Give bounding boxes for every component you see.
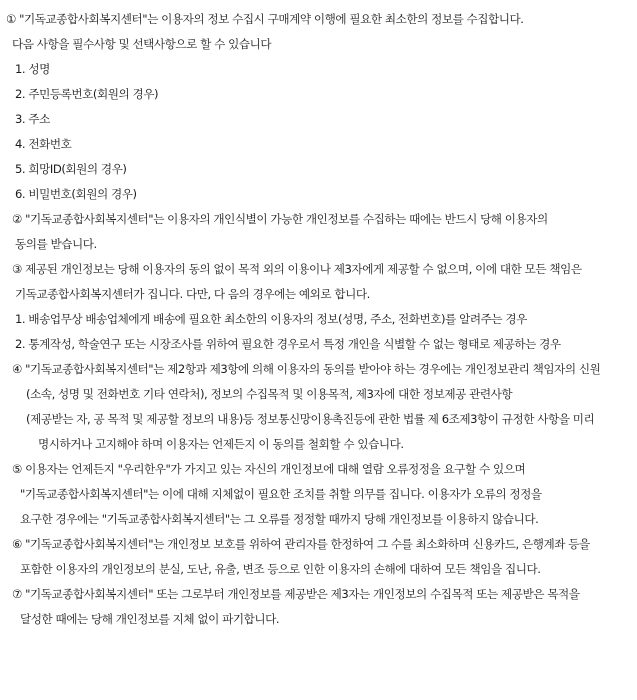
section7-line2: 달성한 때에는 당해 개인정보를 지체 없이 파기합니다. xyxy=(20,612,280,626)
section4-line1: ④ "기독교종합사회복지센터"는 제2항과 제3항에 의해 이용자의 동의를 받아야 하는 경우에는 개인정보관리 책임자의 신원 xyxy=(12,362,601,376)
section1-item-name: 1. 성명 xyxy=(15,62,50,76)
section3-item-delivery: 1. 배송업무상 배송업체에게 배송에 필요한 최소한의 이용자의 정보(성명, 주소, 전화번호)를 알려주는 경우 xyxy=(15,312,527,326)
section1-item-desired-id: 5. 희망ID(회원의 경우) xyxy=(15,162,127,176)
section1-subintro: 다음 사항을 필수사항 및 선택사항으로 할 수 있습니다 xyxy=(12,37,272,51)
section3-line1: ③ 제공된 개인정보는 당해 이용자의 동의 없이 목적 외의 이용이나 제3자에게 제공할 수 없으며, 이에 대한 모든 책임은 xyxy=(12,262,582,276)
section5-line2: "기독교종합사회복지센터"는 이에 대해 지체없이 필요한 조치를 취할 의무를 집니다. 이용자가 오류의 정정을 xyxy=(20,487,542,501)
section1-item-password: 6. 비밀번호(회원의 경우) xyxy=(15,187,137,201)
section3-item-statistics: 2. 통계작성, 학술연구 또는 시장조사를 위하여 필요한 경우로서 특정 개인을 식별할 수 없는 형태로 제공하는 경우 xyxy=(15,337,561,351)
section5-line3: 요구한 경우에는 "기독교종합사회복지센터"는 그 오류를 정정할 때까지 당해 개인정보를 이용하지 않습니다. xyxy=(20,512,539,526)
section1-item-phone: 4. 전화번호 xyxy=(15,137,72,151)
section4-line2: (소속, 성명 및 전화번호 기타 연락처), 정보의 수집목적 및 이용목적, 제3자에 대한 정보제공 관련사항 xyxy=(26,387,513,401)
section1-item-address: 3. 주소 xyxy=(15,112,50,126)
section3-line2: 기독교종합사회복지센터가 집니다. 다만, 다 음의 경우에는 예외로 합니다. xyxy=(15,287,370,301)
section4-line3: (제공받는 자, 공 목적 및 제공할 정보의 내용)등 정보통신망이용촉진등에 관한 법률 제 6조제3항이 규정한 사항을 미리 xyxy=(26,412,595,426)
section4-line4: 명시하거나 고지해야 하며 이용자는 언제든지 이 동의를 철회할 수 있습니다. xyxy=(38,437,404,451)
section5-line1: ⑤ 이용자는 언제든지 "우리한우"가 가지고 있는 자신의 개인정보에 대해 열람 오류정정을 요구할 수 있으며 xyxy=(12,462,526,476)
section7-line1: ⑦ "기독교종합사회복지센터" 또는 그로부터 개인정보를 제공받은 제3자는 개인정보의 수집목적 또는 제공받은 목적을 xyxy=(12,587,580,601)
section2-line2: 동의를 받습니다. xyxy=(15,237,97,251)
section1-item-rrn: 2. 주민등록번호(회원의 경우) xyxy=(15,87,159,101)
section6-line2: 포함한 이용자의 개인정보의 분실, 도난, 유출, 변조 등으로 인한 이용자의 손해에 대하여 모든 책임을 집니다. xyxy=(20,562,541,576)
section1-intro: ① "기독교종합사회복지센터"는 이용자의 정보 수집시 구매계약 이행에 필요한 최소한의 정보를 수집합니다. xyxy=(6,12,524,26)
section2-line1: ② "기독교종합사회복지센터"는 이용자의 개인식별이 가능한 개인정보를 수집하는 때에는 반드시 당해 이용자의 xyxy=(12,212,548,226)
section6-line1: ⑥ "기독교종합사회복지센터"는 개인정보 보호를 위하여 관리자를 한정하여 그 수를 최소화하며 신용카드, 은행계좌 등을 xyxy=(12,537,590,551)
